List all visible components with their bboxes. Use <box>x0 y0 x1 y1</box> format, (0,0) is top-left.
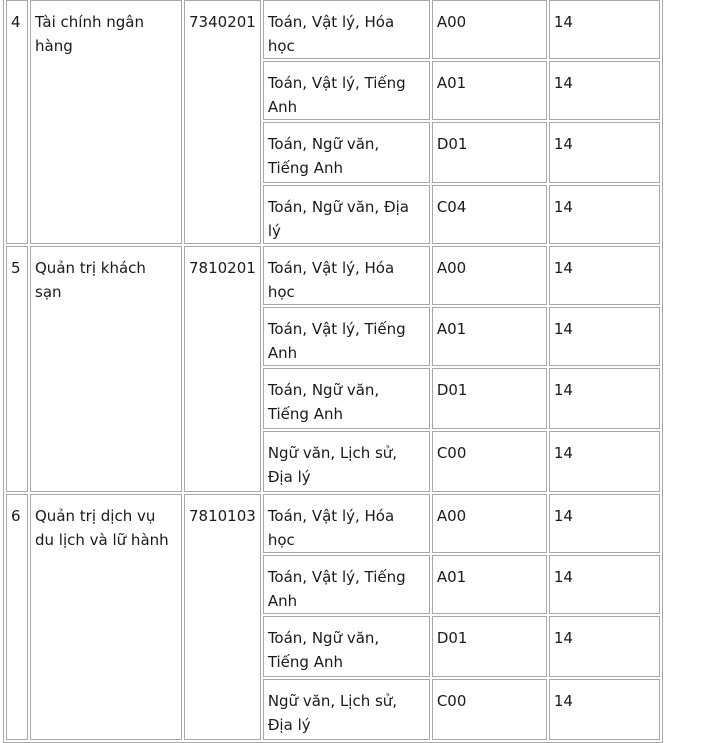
major-code: 7340201 <box>184 0 261 244</box>
table-row <box>6 246 660 305</box>
min-score: 14 <box>549 494 660 553</box>
min-score: 14 <box>549 185 660 244</box>
subject-combo: Toán, Vật lý, Tiếng Anh <box>263 61 430 120</box>
block-code: D01 <box>432 122 547 183</box>
subject-combo: Ngữ văn, Lịch sử, Địa lý <box>263 431 430 492</box>
block-code: C00 <box>432 679 547 740</box>
major-name: Quản trị dịch vụ du lịch và lữ hành <box>30 494 182 740</box>
table-row <box>6 0 660 59</box>
subject-combo: Toán, Ngữ văn, Tiếng Anh <box>263 616 430 677</box>
block-code: C04 <box>432 185 547 244</box>
block-code: A00 <box>432 0 547 59</box>
major-name: Quản trị khách sạn <box>30 246 182 492</box>
block-code: A00 <box>432 494 547 553</box>
row-number: 4 <box>6 0 28 244</box>
subject-combo: Toán, Ngữ văn, Tiếng Anh <box>263 368 430 429</box>
min-score: 14 <box>549 61 660 120</box>
subject-combo: Toán, Vật lý, Tiếng Anh <box>263 555 430 614</box>
subject-combo: Toán, Ngữ văn, Tiếng Anh <box>263 122 430 183</box>
subject-combo: Ngữ văn, Lịch sử, Địa lý <box>263 679 430 740</box>
block-code: D01 <box>432 616 547 677</box>
table-row <box>6 494 660 553</box>
min-score: 14 <box>549 368 660 429</box>
min-score: 14 <box>549 246 660 305</box>
row-number: 5 <box>6 246 28 492</box>
block-code: A00 <box>432 246 547 305</box>
block-code: C00 <box>432 431 547 492</box>
min-score: 14 <box>549 122 660 183</box>
major-name: Tài chính ngân hàng <box>30 0 182 244</box>
min-score: 14 <box>549 555 660 614</box>
major-code: 7810201 <box>184 246 261 492</box>
min-score: 14 <box>549 616 660 677</box>
subject-combo: Toán, Vật lý, Hóa học <box>263 246 430 305</box>
min-score: 14 <box>549 307 660 366</box>
subject-combo: Toán, Vật lý, Hóa học <box>263 494 430 553</box>
min-score: 14 <box>549 0 660 59</box>
subject-combo: Toán, Ngữ văn, Địa lý <box>263 185 430 244</box>
block-code: A01 <box>432 555 547 614</box>
block-code: A01 <box>432 307 547 366</box>
subject-combo: Toán, Vật lý, Tiếng Anh <box>263 307 430 366</box>
min-score: 14 <box>549 679 660 740</box>
row-number: 6 <box>6 494 28 740</box>
major-code: 7810103 <box>184 494 261 740</box>
block-code: D01 <box>432 368 547 429</box>
subject-combo: Toán, Vật lý, Hóa học <box>263 0 430 59</box>
admission-table <box>3 0 663 743</box>
min-score: 14 <box>549 431 660 492</box>
block-code: A01 <box>432 61 547 120</box>
